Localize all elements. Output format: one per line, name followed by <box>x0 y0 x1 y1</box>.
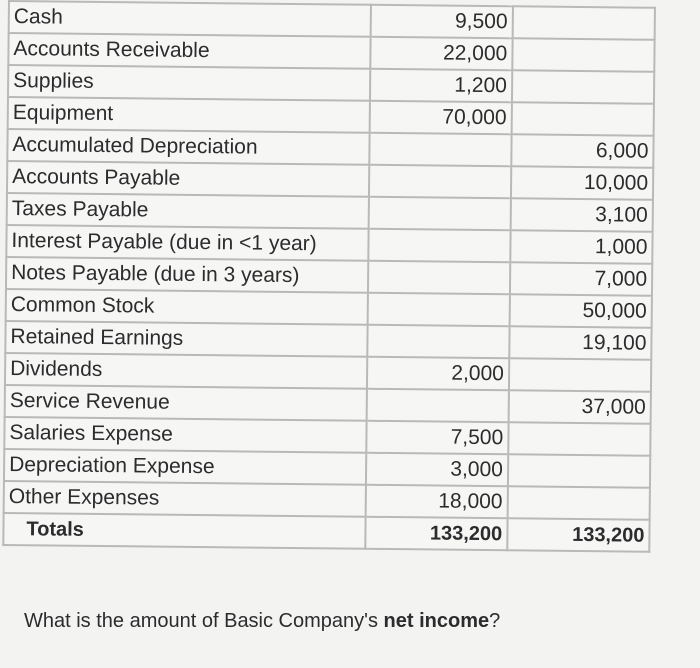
account-name: Common Stock <box>6 289 368 325</box>
account-name: Salaries Expense <box>4 417 366 453</box>
account-name: Cash <box>9 1 371 37</box>
account-name: Interest Payable (due in <1 year) <box>6 225 368 261</box>
account-name: Notes Payable (due in 3 years) <box>6 257 368 293</box>
account-name: Other Expenses <box>4 481 366 517</box>
credit-amount: 50,000 <box>509 294 652 327</box>
credit-amount <box>512 38 655 71</box>
totals-row <box>3 513 649 552</box>
account-name: Taxes Payable <box>7 193 369 229</box>
debit-amount: 9,500 <box>370 5 513 38</box>
credit-amount <box>511 102 654 135</box>
debit-amount: 1,200 <box>370 69 513 102</box>
debit-amount <box>368 229 511 262</box>
account-name: Service Revenue <box>5 385 367 421</box>
credit-amount: 3,100 <box>510 198 653 231</box>
credit-amount: 19,100 <box>509 326 652 359</box>
question-suffix: ? <box>489 610 501 632</box>
debit-amount: 3,000 <box>366 453 509 486</box>
credit-amount <box>509 358 652 391</box>
debit-amount: 70,000 <box>369 101 512 134</box>
debit-amount <box>367 325 510 358</box>
question-prefix: What is the amount of Basic Company's <box>24 610 384 632</box>
debit-amount <box>368 197 511 230</box>
question-text <box>24 610 500 633</box>
debit-amount: 18,000 <box>365 485 508 518</box>
credit-amount: 10,000 <box>511 166 654 199</box>
debit-amount <box>369 165 512 198</box>
account-name: Dividends <box>5 353 367 389</box>
debit-amount <box>368 261 511 294</box>
credit-amount: 37,000 <box>508 390 651 423</box>
debit-amount <box>367 293 510 326</box>
account-name: Supplies <box>8 65 370 101</box>
total-credit: 133,200 <box>507 518 650 551</box>
credit-amount <box>507 486 650 519</box>
total-debit: 133,200 <box>365 517 508 550</box>
credit-amount <box>508 454 651 487</box>
credit-amount <box>512 70 655 103</box>
debit-amount <box>369 133 512 166</box>
credit-amount: 1,000 <box>510 230 653 263</box>
account-name: Retained Earnings <box>5 321 367 357</box>
account-name: Accumulated Depreciation <box>7 129 369 165</box>
debit-amount: 7,500 <box>366 421 509 454</box>
debit-amount: 22,000 <box>370 37 513 70</box>
credit-amount: 7,000 <box>510 262 653 295</box>
trial-balance-table <box>2 0 656 553</box>
credit-amount <box>512 6 655 39</box>
credit-amount <box>508 422 651 455</box>
totals-label: Totals <box>3 513 365 549</box>
credit-amount: 6,000 <box>511 134 654 167</box>
question-emphasis: net income <box>383 610 490 632</box>
debit-amount <box>366 389 509 422</box>
account-name: Accounts Payable <box>7 161 369 197</box>
debit-amount: 2,000 <box>367 357 510 390</box>
trial-balance-body <box>3 1 655 552</box>
trial-balance-sheet <box>2 0 660 553</box>
account-name: Equipment <box>8 97 370 133</box>
account-name: Depreciation Expense <box>4 449 366 485</box>
account-name: Accounts Receivable <box>8 33 370 69</box>
